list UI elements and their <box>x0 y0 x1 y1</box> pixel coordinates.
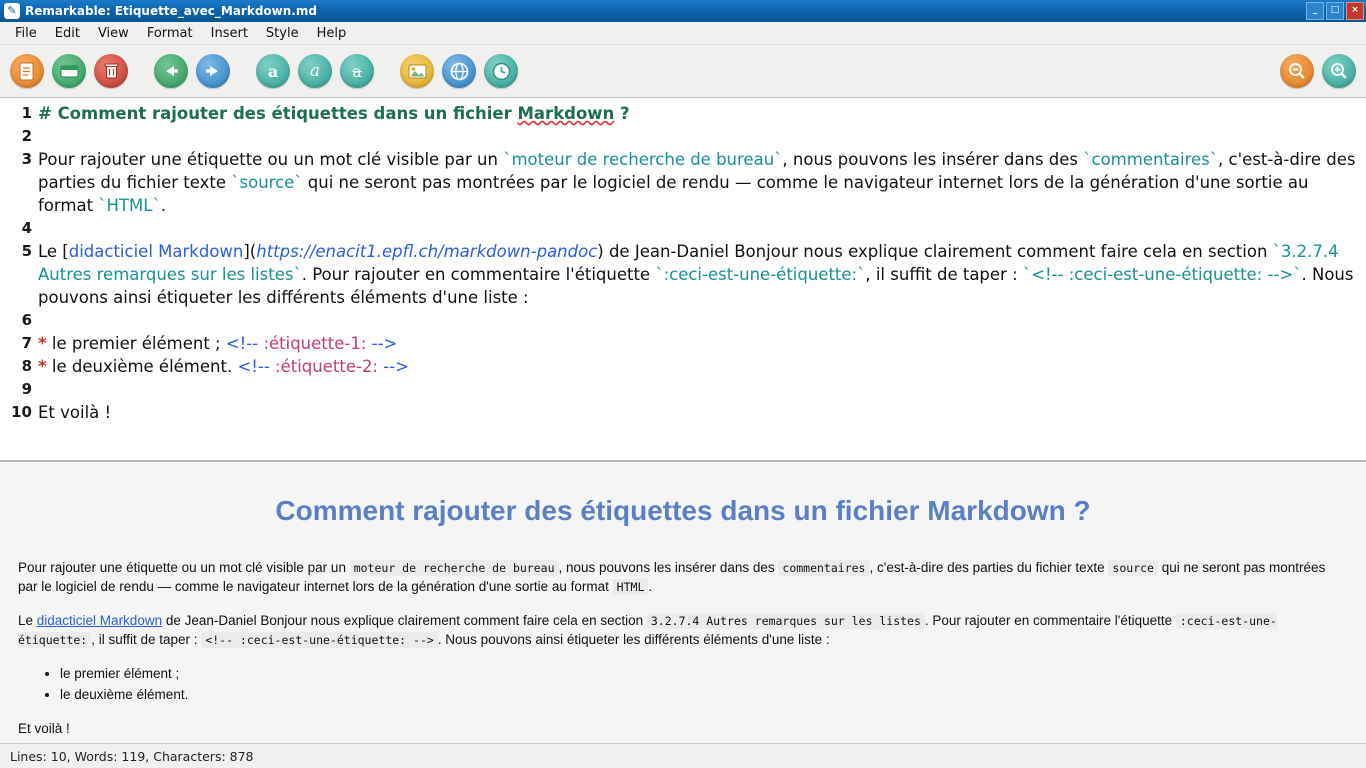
html-comment <box>226 334 398 353</box>
comment-close: --> <box>366 334 398 353</box>
menu-help[interactable]: Help <box>316 25 347 41</box>
inline-code: moteur de recherche de bureau <box>350 560 559 576</box>
comment-tag: :étiquette-1: <box>263 334 367 353</box>
inline-code: source <box>1108 560 1158 576</box>
markdown-source-editor[interactable] <box>0 98 1366 462</box>
toolbar <box>0 45 1366 98</box>
inline-code: `commentaires` <box>1083 150 1219 169</box>
text-fragment: ]( <box>243 242 257 261</box>
line-number: 8 <box>21 357 32 375</box>
text-fragment: , il suffit de taper : <box>865 265 1023 284</box>
text-fragment: qui ne seront pas montrées par le logiciel de rendu — comme le navigateur internet lors de la génération d'une sortie au format <box>38 173 1314 215</box>
menu-insert[interactable]: Insert <box>210 25 248 41</box>
line-number: 10 <box>11 403 32 421</box>
comment-tag: :étiquette-2: <box>275 357 378 376</box>
text-fragment: Pour rajouter une étiquette ou un mot clé visible par un <box>18 559 350 575</box>
title-bar <box>0 0 1366 22</box>
menu-edit[interactable]: Edit <box>54 25 80 41</box>
menu-format[interactable]: Format <box>146 25 193 41</box>
text-fragment: Le [ <box>38 242 69 261</box>
window-controls <box>1306 2 1364 20</box>
line-number: 5 <box>21 242 32 260</box>
insert-time-clock-icon[interactable] <box>484 54 518 88</box>
editor-line[interactable] <box>0 148 1366 217</box>
text-fragment: Le <box>18 612 37 628</box>
text-fragment: . Pour rajouter en commentaire l'étiquette <box>301 265 656 284</box>
line-content-paragraph[interactable] <box>38 148 1362 217</box>
comment-open: <!-- <box>237 357 276 376</box>
editor-line[interactable] <box>0 309 1366 332</box>
preview-content <box>0 463 1366 743</box>
bold-a-icon[interactable]: a <box>256 54 290 88</box>
insert-link-globe-icon[interactable] <box>442 54 476 88</box>
text-fragment: , nous pouvons les insérer dans des <box>782 150 1084 169</box>
link-label: didacticiel Markdown <box>68 242 244 261</box>
text-fragment: Pour rajouter une étiquette ou un mot clé visible par un <box>38 150 504 169</box>
line-number: 3 <box>21 150 32 168</box>
editor-line[interactable] <box>0 332 1366 355</box>
text-fragment: le premier élément ; <box>46 334 226 353</box>
comment-open: <!-- <box>225 334 264 353</box>
delete-trash-icon[interactable] <box>94 54 128 88</box>
zoom-out-icon[interactable] <box>1280 54 1314 88</box>
line-number: 9 <box>21 380 32 398</box>
inline-code: `<!-- :ceci-est-une-étiquette: -->` <box>1022 265 1302 284</box>
editor-line[interactable] <box>0 378 1366 401</box>
list-item: • le premier élément ; <box>60 664 1348 684</box>
inline-code: :ceci-est-une-étiquette: <box>18 613 1277 648</box>
maximize-button[interactable]: □ <box>1326 2 1344 20</box>
text-fragment: de Jean-Daniel Bonjour nous explique clairement comment faire cela en section <box>162 612 647 628</box>
editor-line[interactable] <box>0 240 1366 309</box>
preview-paragraph-2 <box>18 611 1348 650</box>
comment-close: --> <box>378 357 409 376</box>
list-bullet: * <box>38 357 47 376</box>
inline-code: `3.2.7.4 Autres remarques sur les listes` <box>38 242 1344 284</box>
preview-list <box>18 664 1348 705</box>
text-fragment: , c'est-à-dire des parties du fichier texte <box>869 559 1109 575</box>
text-fragment: . Nous pouvons ainsi étiqueter les différents éléments d'une liste : <box>437 632 830 648</box>
link-url: https://enacit1.epfl.ch/markdown-pandoc <box>256 242 598 261</box>
strikethrough-a-icon[interactable]: a <box>340 54 374 88</box>
line-number: 1 <box>21 104 32 122</box>
line-content-paragraph[interactable]: Et voilà ! <box>38 403 112 422</box>
status-text: Lines: 10, Words: 119, Characters: 878 <box>10 748 254 764</box>
menu-style[interactable]: Style <box>265 25 299 41</box>
status-bar <box>0 743 1366 768</box>
misspelled-word: Markdown <box>517 104 615 123</box>
preview-title: Comment rajouter des étiquettes dans un fichier Markdown ? <box>275 495 1091 526</box>
inline-code: `source` <box>231 173 303 192</box>
text-fragment: qui ne seront pas montrées par le logiciel de rendu — comme le navigateur internet lors de la génération d'une sortie au format <box>18 559 1326 595</box>
text-fragment: . <box>160 196 166 215</box>
preview-paragraph-1 <box>18 558 1348 597</box>
menu-bar <box>0 22 1366 45</box>
list-item: • le deuxième élément. <box>60 685 1348 705</box>
line-content-listitem[interactable] <box>38 355 1362 378</box>
text-fragment: , nous pouvons les insérer dans des <box>558 559 779 575</box>
insert-image-icon[interactable] <box>400 54 434 88</box>
minimize-button[interactable]: _ <box>1306 2 1324 20</box>
inline-code: 3.2.7.4 Autres remarques sur les listes <box>647 613 925 629</box>
heading-tail: ? <box>614 104 630 123</box>
text-fragment: , il suffit de taper : <box>91 632 202 648</box>
text-fragment: , c'est-à-dire des parties du fichier texte <box>38 150 1361 192</box>
zoom-in-icon[interactable] <box>1322 54 1356 88</box>
inline-code: `:ceci-est-une-étiquette:` <box>655 265 866 284</box>
text-fragment: . Nous pouvons ainsi étiqueter les différents éléments d'une liste : <box>38 265 1359 307</box>
editor-line[interactable] <box>0 355 1366 378</box>
text-fragment: . Pour rajouter en commentaire l'étiquette <box>924 612 1176 628</box>
line-content-paragraph[interactable] <box>38 240 1362 309</box>
text-fragment: ) de Jean-Daniel Bonjour nous explique clairement comment faire cela en section <box>597 242 1273 261</box>
undo-arrow-icon[interactable] <box>154 54 188 88</box>
line-number: 4 <box>21 219 32 237</box>
editor-line[interactable] <box>0 102 1366 125</box>
line-number: 7 <box>21 334 32 352</box>
text-fragment: le deuxième élément. <box>46 357 238 376</box>
editor-line[interactable] <box>0 401 1366 424</box>
redo-arrow-icon[interactable] <box>196 54 230 88</box>
italic-a-icon[interactable]: a <box>298 54 332 88</box>
line-content-listitem[interactable] <box>38 332 1362 355</box>
menu-file[interactable]: File <box>15 25 37 41</box>
close-button[interactable]: × <box>1346 2 1364 20</box>
menu-view[interactable]: View <box>97 25 129 41</box>
line-number: 6 <box>21 311 32 329</box>
inline-code: commentaires <box>778 560 869 576</box>
inline-code: <!-- :ceci-est-une-étiquette: --> <box>201 632 437 648</box>
remarkable-icon: ✎ <box>4 3 20 19</box>
markdown-preview-pane[interactable] <box>0 462 1366 743</box>
list-bullet: * <box>38 334 47 353</box>
heading-text: # Comment rajouter des étiquettes dans un fichier <box>38 104 518 123</box>
window-title: Remarkable: Etiquette_avec_Markdown.md <box>25 4 317 18</box>
line-content-heading[interactable] <box>38 102 1362 125</box>
inline-code: `HTML` <box>98 196 161 215</box>
open-folder-icon[interactable] <box>52 54 86 88</box>
preview-paragraph-3: Et voilà ! <box>18 720 70 736</box>
line-number: 2 <box>21 127 32 145</box>
inline-code: `moteur de recherche de bureau` <box>503 150 783 169</box>
editor-line[interactable] <box>0 217 1366 240</box>
editor-line[interactable] <box>0 125 1366 148</box>
text-fragment: . <box>648 579 653 595</box>
html-comment <box>237 357 409 376</box>
inline-code: HTML <box>613 579 649 595</box>
preview-link[interactable]: didacticiel Markdown <box>36 612 163 628</box>
new-document-icon[interactable] <box>10 54 44 88</box>
